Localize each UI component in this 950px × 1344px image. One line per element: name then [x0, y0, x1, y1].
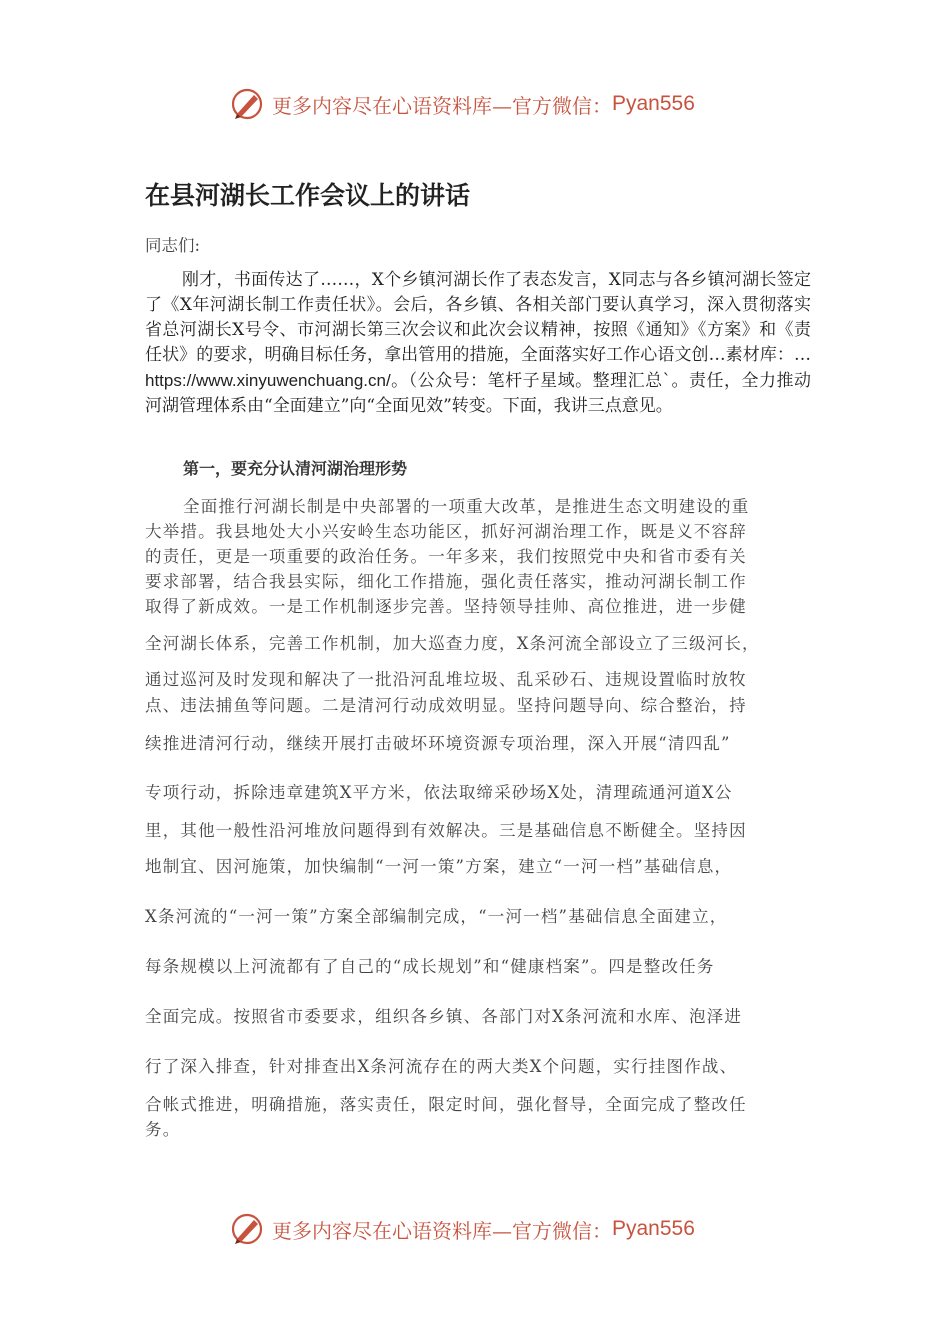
watermark-account: Pyan556	[612, 1217, 695, 1240]
pen-logo-icon	[230, 87, 264, 121]
body-line: 的责任，更是一项重要的政治任务。一年多来，我们按照党中央和省市委有关	[145, 547, 747, 566]
source-url: https://www.xinyuwenchuang.cn/	[145, 371, 391, 390]
body-line: 全面完成。按照省市委要求，组织各乡镇、各部门对X条河流和水库、泡泽进	[145, 1007, 743, 1026]
watermark-banner-top	[230, 84, 695, 124]
body-line: 地制宜、因河施策，加快编制“一河一策”方案，建立“一河一档”基础信息，	[145, 857, 733, 876]
body-line: 大举措。我县地处大小兴安岭生态功能区，抓好河湖治理工作，既是义不容辞	[145, 522, 747, 541]
body-line: X条河流的“一河一策”方案全部编制完成，“一河一档”基础信息全面建立，	[145, 907, 728, 926]
watermark-banner-bottom	[230, 1209, 695, 1249]
greeting: 同志们:	[145, 236, 201, 255]
pen-logo-icon	[230, 1212, 264, 1246]
body-line: 续推进清河行动，继续开展打击破坏环境资源专项治理，深入开展“清四乱”	[145, 734, 731, 753]
body-line: 务。	[145, 1120, 181, 1139]
body-line: 通过巡河及时发现和解决了一批沿河乱堆垃圾、乱采砂石、违规设置临时放牧	[145, 670, 747, 689]
body-line: 里，其他一般性沿河堆放问题得到有效解决。三是基础信息不断健全。坚持因	[145, 821, 747, 840]
document-title: 在县河湖长工作会议上的讲话	[145, 181, 471, 210]
intro-text-start: 刚才，书面传达了……，X个乡镇河湖长作了表态发言，X同志与各乡镇河湖长签定了《X年河湖长制工作责任状》。会后，各乡镇、各相关部门要认真学习，深入贯彻落实省总河湖长X号令、市河湖长第三次会议和此次会议精神，按照《通知》《方案》和《责任状》的要求，明确目标任务，拿出管用的措施，全面落实好工作心语文创…素材库：…	[145, 270, 811, 365]
watermark-account: Pyan556	[612, 92, 695, 115]
body-line: 全面推行河湖长制是中央部署的一项重大改革，是推进生态文明建设的重	[183, 497, 750, 516]
watermark-text: 更多内容尽在心语资料库—官方微信：	[272, 93, 612, 118]
body-line: 点、违法捕鱼等问题。二是清河行动成效明显。坚持问题导向、综合整治，持	[145, 696, 747, 715]
body-line: 全河湖长体系，完善工作机制，加大巡查力度，X条河流全部设立了三级河长，	[145, 634, 760, 653]
body-line: 取得了新成效。一是工作机制逐步完善。坚持领导挂帅、高位推进，进一步健	[145, 597, 747, 616]
watermark-text: 更多内容尽在心语资料库—官方微信：	[272, 1218, 612, 1243]
body-line: 专项行动，拆除违章建筑X平方米，依法取缔采砂场X处，清理疏通河道X公	[145, 783, 733, 802]
body-line: 要求部署，结合我县实际，细化工作措施，强化责任落实，推动河湖长制工作	[145, 572, 747, 591]
body-line: 行了深入排查，针对排查出X条河流存在的两大类X个问题，实行挂图作战、	[145, 1057, 738, 1076]
body-line: 合帐式推进，明确措施，落实责任，限定时间，强化督导，全面完成了整改任	[145, 1095, 747, 1114]
section-heading-1: 第一，要充分认清河湖治理形势	[183, 459, 408, 478]
intro-text-end: 。（公众号：笔杆子星域。整理汇总`。责任，全力推动河湖管理体系由“全面建立”向“全面见效”转变。下面，我讲三点意见。	[145, 371, 811, 416]
intro-paragraph	[145, 268, 811, 419]
body-line: 每条规模以上河流都有了自己的“成长规划”和“健康档案”。四是整改任务	[145, 957, 715, 976]
